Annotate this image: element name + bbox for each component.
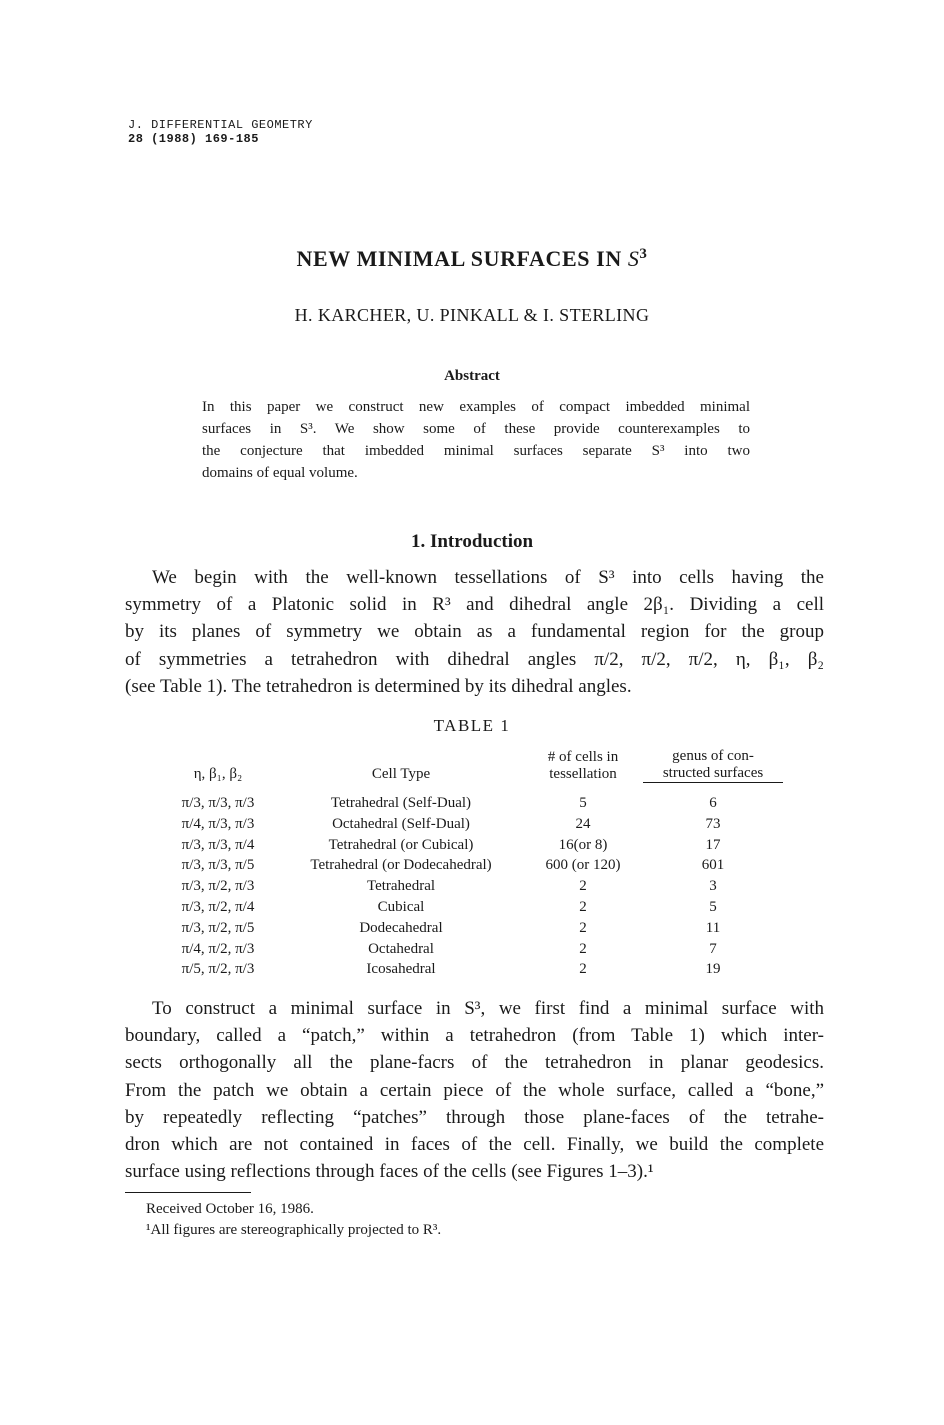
paragraph-line: surface using reflections through faces of the cells (see Figures 1–3).¹ xyxy=(125,1161,654,1183)
paragraph-line: sects orthogonally all the plane-facrs of the tetrahedron in planar geodesics. xyxy=(125,1052,824,1074)
table-1 xyxy=(157,748,783,980)
paragraph-line: We begin with the well-known tessellations of S³ into cells having the xyxy=(152,567,824,588)
title-space: S xyxy=(627,246,640,271)
col-header-genus: genus of con- structed surfaces xyxy=(643,748,783,783)
journal-header xyxy=(128,118,313,146)
title-main: NEW MINIMAL SURFACES IN xyxy=(296,246,622,271)
footnote-1: ¹All figures are stereographically projected to R³. xyxy=(146,1222,442,1238)
col-header-cell-type: Cell Type xyxy=(371,765,431,782)
paragraph-line: dron which are not contained in faces of the cell. Finally, we build the complete xyxy=(125,1133,824,1155)
footnote-received: Received October 16, 1986. xyxy=(146,1201,314,1217)
table-row: π/5, π/2, π/3 Icosahedral 2 19 xyxy=(181,961,721,978)
table-row: π/3, π/3, π/4 Tetrahedral (or Cubical) 16(or 8) 17 xyxy=(181,836,721,853)
paragraph-line: of symmetries a tetrahedron with dihedral angles π/2, π/2, π/2, η, β₁, β₂ xyxy=(125,648,824,670)
paragraph-line: boundary, called a “patch,” within a tetrahedron (from Table 1) which inter- xyxy=(125,1025,824,1047)
title-space-exponent: 3 xyxy=(639,245,648,262)
table-row: π/3, π/2, π/3 Tetrahedral 2 3 xyxy=(181,878,717,895)
footnotes xyxy=(146,1199,441,1241)
abstract-heading: Abstract xyxy=(444,368,500,384)
abstract-line: domains of equal volume. xyxy=(202,465,358,481)
abstract-line: the conjecture that imbedded minimal surfaces separate S³ into two xyxy=(202,443,750,459)
table-caption: TABLE 1 xyxy=(433,716,511,735)
intro-paragraph-1 xyxy=(125,564,824,700)
paragraph-line: From the patch we obtain a certain piece of the whole surface, called a “bone,” xyxy=(125,1079,824,1101)
journal-volume: 28 (1988) 169-185 xyxy=(128,132,259,146)
table-row: π/3, π/2, π/5 Dodecahedral 2 11 xyxy=(181,919,721,936)
paragraph-line: by its planes of symmetry we obtain as a fundamental region for the group xyxy=(125,621,824,643)
paragraph-line: by repeatedly reflecting “patches” through those plane-faces of the tetrahe- xyxy=(125,1106,824,1128)
abstract-body xyxy=(202,396,750,484)
table-row: π/3, π/3, π/5 Tetrahedral (or Dodecahedral) 600 (or 120) 601 xyxy=(181,857,725,874)
table-row: π/4, π/2, π/3 Octahedral 2 7 xyxy=(181,940,717,957)
table-row: π/4, π/3, π/3 Octahedral (Self-Dual) 24 73 xyxy=(181,815,721,832)
journal-name: J. DIFFERENTIAL GEOMETRY xyxy=(128,118,313,132)
paragraph-line: (see Table 1). The tetrahedron is determined by its dihedral angles. xyxy=(125,675,632,697)
authors: H. KARCHER, U. PINKALL & I. STERLING xyxy=(294,305,650,325)
table-header-row xyxy=(157,748,783,783)
abstract-line: In this paper we construct new examples of compact imbedded minimal xyxy=(202,399,750,415)
abstract-line: surfaces in S³. We show some of these provide counterexamples to xyxy=(202,421,750,437)
intro-paragraph-2 xyxy=(125,995,824,1185)
paragraph-line: To construct a minimal surface in S³, we first find a minimal surface with xyxy=(152,998,824,1019)
col-header-angles: η, β₁, β₂ xyxy=(193,765,243,782)
table-row: π/3, π/3, π/3 Tetrahedral (Self-Dual) 5 6 xyxy=(181,794,717,811)
col-header-cell-count: # of cells in tessellation xyxy=(547,748,619,782)
section-heading-introduction: 1. Introduction xyxy=(410,531,534,552)
paragraph-line: symmetry of a Platonic solid in R³ and dihedral angle 2β₁. Dividing a cell xyxy=(125,594,824,616)
table-row: π/3, π/2, π/4 Cubical 2 5 xyxy=(181,898,717,915)
paper-title xyxy=(0,246,944,272)
footnote-rule xyxy=(125,1192,251,1193)
